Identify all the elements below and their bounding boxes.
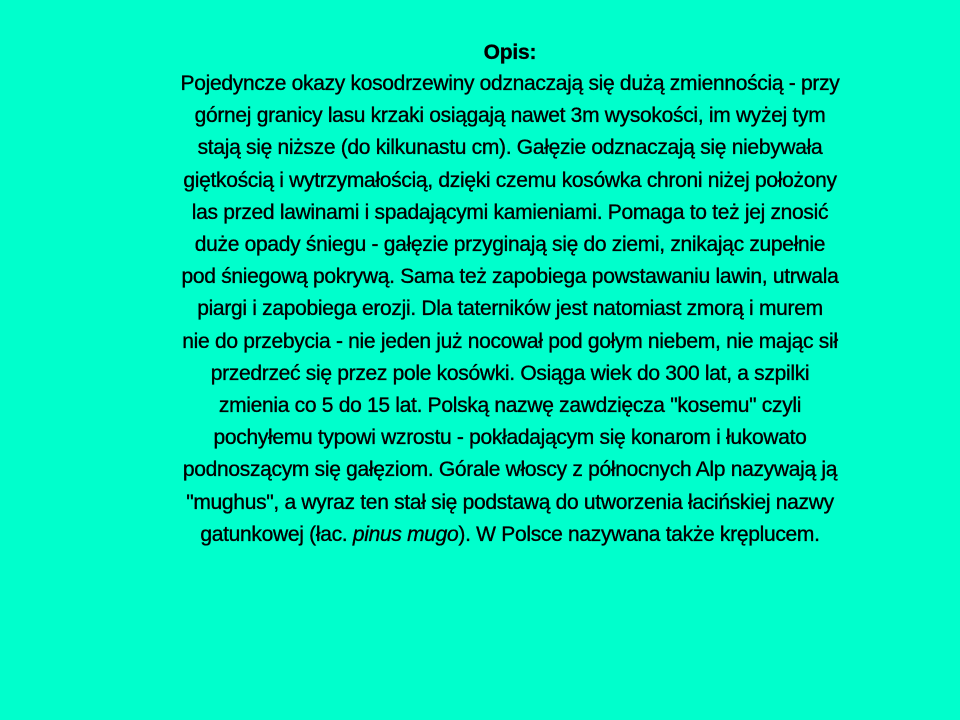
text-segment: ). W Polsce nazywana także kręplucem. [458,522,820,546]
text-line: las przed lawinami i spadającymi kamieniami. Pomaga to też jej znosić [191,200,829,224]
description-text [60,68,960,551]
text-line: Pojedyncze okazy kosodrzewiny odznaczają się dużą zmiennością - przy [180,72,840,95]
text-line: stają się niższe (do kilkunastu cm). Gałęzie odznaczają się niebywała [197,136,823,160]
text-line: nie do przebycia - nie jeden już nocował pod gołym niebem, nie mając sił [182,329,838,353]
text-line: górnej granicy lasu krzaki osiągają nawet 3m wysokości, im wyżej tym [194,104,826,128]
text-line: podnoszącym się gałęziom. Górale włoscy z północnych Alp nazywają ją [182,458,838,482]
text-segment: gatunkowej (łac. [200,522,353,546]
text-line: pochyłemu typowi wzrostu - pokładającym się konarom i łukowato [213,426,807,450]
text-line: przedrzeć się przez pole kosówki. Osiąga wiek do 300 lat, a szpilki [210,361,810,385]
text-line: duże opady śniegu - gałęzie przyginają się do ziemi, znikając zupełnie [194,233,826,257]
slide-title: Opis: [483,41,537,64]
text-line: pod śniegową pokrywą. Sama też zapobiega powstawaniu lawin, utrwala [181,265,839,289]
text-line: "mughus", a wyraz ten stał się podstawą do utworzenia łacińskiej nazwy [186,490,834,514]
text-line: zmienia co 5 do 15 lat. Polską nazwę zawdzięcza "kosemu" czyli [218,394,802,418]
text-line: giętkością i wytrzymałością, dzięki czemu kosówka chroni niżej położony [183,168,837,192]
text-line-last [60,519,960,551]
latin-name: pinus mugo [352,522,459,546]
text-line: piargi i zapobiega erozji. Dla taterników jest natomiast zmorą i murem [197,297,823,321]
slide-content [60,38,960,551]
